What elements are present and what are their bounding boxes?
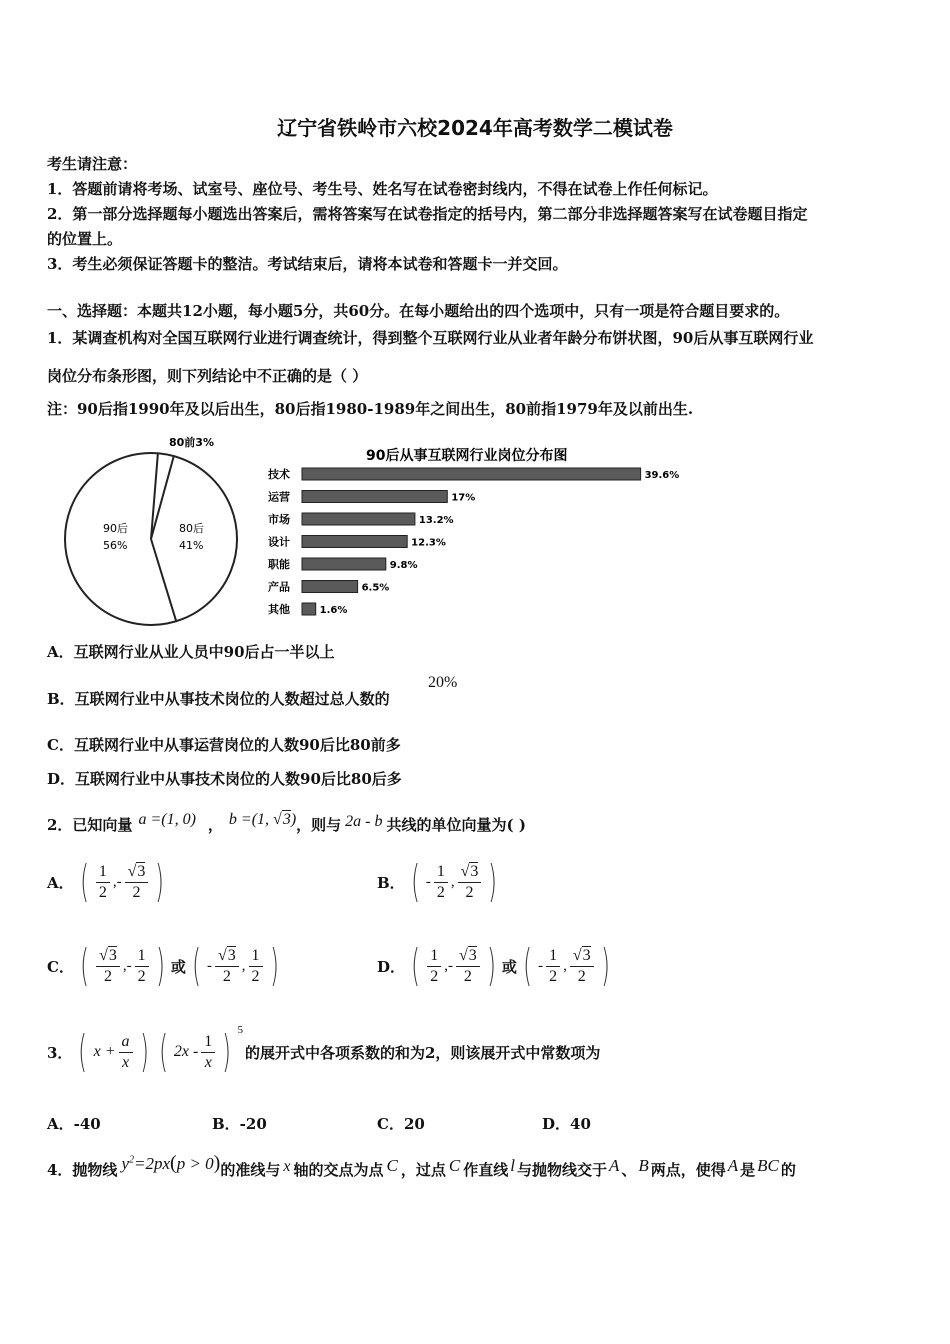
pie-label-80-value: 41%: [179, 539, 204, 552]
q2-prefix: 2．已知向量: [47, 816, 133, 834]
pie-label-90-name: 90后: [103, 522, 128, 535]
q2-option-a-label: A．: [47, 873, 74, 892]
page-title: 辽宁省铁岭市六校2024年高考数学二模试卷: [277, 116, 673, 140]
q3-number: 3．: [47, 1043, 73, 1062]
bar-category-label: 其他: [268, 603, 290, 616]
notice-heading: 考生请注意：: [47, 155, 138, 173]
bar-mark: [302, 536, 407, 548]
q4-prefix: 4．抛物线: [47, 1161, 118, 1179]
q3-exponent: 5: [237, 1024, 243, 1036]
q2-option-c-label: C．: [47, 957, 74, 976]
bar-category-label: 设计: [268, 535, 290, 549]
bar-chart-title: 90后从事互联网行业岗位分布图: [366, 448, 568, 464]
q2-option-a: A． ( $\frac{1}{2}$ ,- $\frac{√3}{2}$ ): [47, 856, 165, 907]
q2-option-b: B． ( - $\frac{1}{2}$ , $\frac{√3}{2}$ ): [377, 856, 498, 907]
bar-value-label: 17%: [451, 492, 476, 504]
q1-note: 注：90后指1990年及以后出生，80后指1980-1989年之间出生，80前指1979年及以前出生.: [47, 400, 694, 418]
q2-option-c: C． ( $\frac{√3}{2}$ ,- $\frac{1}{2}$ ) 或 ( - $\frac{√3}{2}$ , $\frac{1}{2}$ ): [47, 940, 279, 991]
q2-mid: ，则与: [296, 816, 342, 834]
bar-mark: [302, 491, 447, 503]
q3-stem: 3． ( x + $\frac{a}{x}$ ) ( 2x - $\frac{1}{x}$ ) 5 的展开式中各项系数的和为2，则该展开式中常数项为: [47, 1024, 601, 1077]
job-bar-chart: [262, 440, 702, 630]
pie-label-80-name: 80后: [179, 522, 204, 535]
q1-option-a: A．互联网行业从业人员中90后占一半以上: [47, 643, 335, 661]
bar-mark: [302, 513, 415, 525]
bar-value-label: 39.6%: [644, 470, 680, 481]
bar-mark: [302, 581, 358, 593]
bar-value-label: 1.6%: [319, 605, 348, 616]
q2-option-d-label: D．: [377, 957, 406, 976]
q1-option-c: C．互联网行业中从事运营岗位的人数90后比80前多: [47, 736, 401, 754]
bar-category-label: 市场: [268, 513, 290, 526]
q2-vector-b: b =(1, √3): [228, 811, 297, 828]
bar-category-label: 职能: [268, 558, 290, 571]
notice-item-1: 1．答题前请将考场、试室号、座位号、考生号、姓名写在试卷密封线内，不得在试卷上作任何标记。: [47, 180, 718, 198]
bar-category-label: 技术: [268, 468, 290, 481]
q2-stem: 2．已知向量 a =(1, 0) ， b =(1, √3) ，则与 2a - b 共线的单位向量为( ): [47, 811, 526, 834]
q2-option-d: D． ( $\frac{1}{2}$ ,- $\frac{√3}{2}$ ) 或 ( - $\frac{1}{2}$ , $\frac{√3}{2}$ ): [377, 940, 610, 991]
section-heading: 一、选择题：本题共12小题，每小题5分，共60分。在每小题给出的四个选项中，只有一项是符合题目要求的。: [47, 302, 790, 320]
q2-option-b-label: B．: [377, 873, 405, 892]
pie-label-90-value: 56%: [103, 539, 128, 552]
bar-mark: [302, 468, 641, 480]
bar-value-label: 12.3%: [411, 537, 446, 549]
q3-option-d: D．40: [542, 1115, 591, 1133]
q1-stem-line1: 1．某调查机构对全国互联网行业进行调查统计，得到整个互联网行业从业者年龄分布饼状图，90后从事互联网行业: [47, 329, 814, 347]
q2-expr: 2a - b: [345, 813, 383, 830]
q1-option-b-value: 20%: [428, 674, 458, 691]
q1-stem-line2: 岗位分布条形图，则下列结论中不正确的是（ ）: [47, 367, 368, 385]
q3-option-a: A．-40: [47, 1115, 101, 1133]
notice-item-3: 3．考生必须保证答题卡的整洁。考试结束后，请将本试卷和答题卡一并交回。: [47, 255, 568, 273]
notice-item-2: 2．第一部分选择题每小题选出答案后，需将答案写在试卷指定的括号内，第二部分非选择题答案写在试卷题目指定: [47, 205, 808, 223]
bar-value-label: 6.5%: [361, 582, 390, 594]
bar-category-label: 产品: [268, 580, 290, 594]
bar-value-label: 13.2%: [418, 515, 454, 526]
age-pie-chart: [55, 428, 255, 628]
bar-mark: [302, 558, 386, 570]
bar-value-label: 9.8%: [389, 560, 418, 571]
q1-option-d: D．互联网行业中从事技术岗位的人数90后比80后多: [47, 770, 402, 788]
bar-mark: [302, 603, 316, 615]
q1-option-b: B．互联网行业中从事技术岗位的人数超过总人数的: [47, 690, 390, 708]
bar-category-label: 运营: [268, 490, 290, 504]
q4-equation: $y^2=2px(p > 0)$: [121, 1152, 221, 1174]
q3-text: 的展开式中各项系数的和为2，则该展开式中常数项为: [244, 1043, 601, 1062]
q3-option-b: B．-20: [212, 1115, 267, 1133]
q2-suffix: 共线的单位向量为( ): [386, 816, 526, 834]
q2-vector-a: a =(1, 0): [138, 811, 196, 828]
q3-option-c: C．20: [377, 1115, 425, 1133]
notice-item-2-cont: 的位置上。: [47, 230, 123, 248]
pie-outside-label: 80前3%: [169, 436, 214, 449]
bar-group: [267, 467, 679, 616]
q4-stem: 4．抛物线 $y^2=2px(p > 0)$ 的准线与 x 轴的交点为点 C ，过点 C 作直线 l 与抛物线交于 A 、 B 两点，使得 A 是 BC 的: [47, 1152, 796, 1179]
pie-divider-80pre-90: [151, 539, 176, 621]
